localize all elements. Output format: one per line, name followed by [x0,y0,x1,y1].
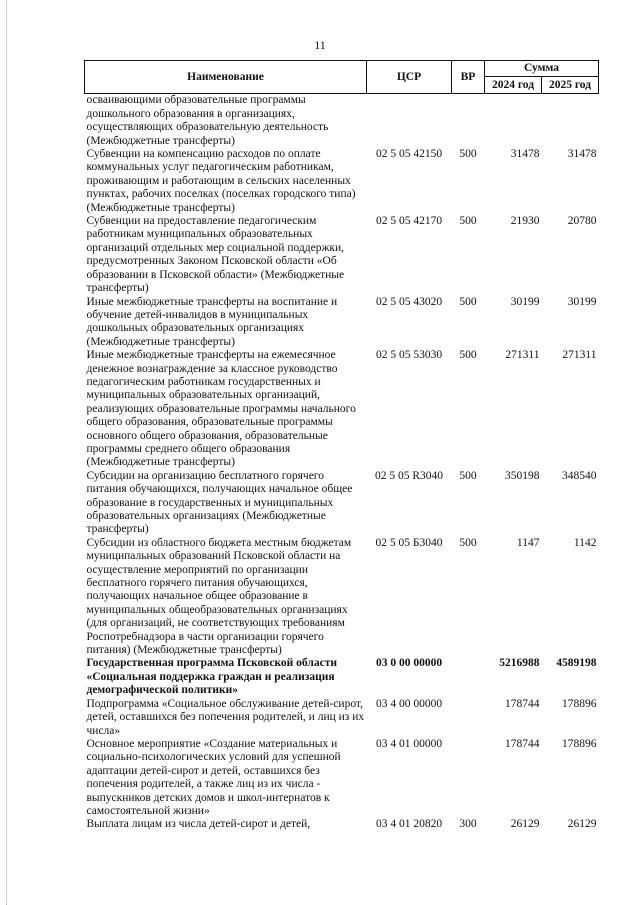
row-amount-2024: 271311 [505,349,540,362]
row-amount-2025: 30199 [567,295,597,308]
row-vr: 500 [459,469,477,482]
row-name: Субвенции на компенсацию расходов по оплате коммунальных услуг педагогическим работникам, проживающим и работающим в сельских населенных пунктах, рабочих поселках (поселках городского типа) (Межбюджетные трансферты) [86,148,356,214]
column-header-2024: 2024 год [485,77,542,94]
budget-table [84,60,599,832]
row-amount-2025: 20780 [567,215,597,228]
table-row [85,738,599,818]
row-name: Подпрограмма «Социальное обслуживание детей-сирот, детей, оставшихся без попечения родителей, и лиц из их числа» [86,697,365,737]
row-amount-2025: 178896 [562,737,597,750]
row-name: Выплата лицам из числа детей-сирот и детей, [86,818,311,831]
row-name: Субвенции на предоставление педагогическим работникам муниципальных образовательных организаций отдельных мер социальной поддержки, предусмотренных Законом Псковской области «Об образовании в Псковской области» (Межбюджетные трансферты) [86,215,345,295]
column-header-name: Наименование [85,61,367,94]
row-name: Основное мероприятие «Создание материальных и социально-психологических условий для успешной адаптации детей-сирот и детей, оставшихся без попечения родителей, а также лиц из их числа - выпускников детских домов и школ-интернатов к самостоятельной жизни» [86,737,341,817]
table-header [85,61,599,94]
scan-margin-line [6,0,7,905]
column-header-2025: 2025 год [542,77,599,94]
row-amount-2024: 5216988 [499,657,540,670]
row-csr: 02 5 05 43020 [375,295,443,308]
table-row [85,698,599,738]
row-csr: 02 5 05 42170 [375,215,443,228]
row-vr: 500 [459,349,477,362]
row-name: Субсидии из областного бюджета местным бюджетам муниципальных образований Псковской области на осуществление мероприятий по организации бесплатного горячего питания обучающихся, получающих начальное общее образование в муниципальных общеобразовательных организациях (для организаций, не соответствующих требованиям Роспотребнадзора в части организации горячего питания) (Межбюджетные трансферты) [86,536,352,657]
row-vr [452,738,485,818]
row-amount-2025: 4589198 [556,657,597,670]
row-csr [367,94,452,148]
table-row [85,94,599,148]
row-amount-2024: 26129 [510,818,540,831]
page-number: 11 [314,38,326,52]
table-body [85,94,599,832]
table-row [85,818,599,831]
table-row [85,470,599,537]
table-row [85,537,599,658]
row-csr: 03 4 01 20820 [375,818,443,831]
row-amount-2025: 1142 [573,536,597,549]
row-name: Иные межбюджетные трансферты на воспитание и обучение детей-инвалидов в муниципальных дошкольных образовательных организациях (Межбюджетные трансферты) [86,295,338,348]
row-csr: 03 4 00 00000 [375,697,443,710]
table-row [85,296,599,350]
row-amount-2024: 178744 [505,737,540,750]
row-name: Государственная программа Псковской области «Социальная поддержка граждан и реализация демографической политики» [86,657,337,697]
row-amount-2024: 31478 [510,148,540,161]
table-row-program [85,657,599,697]
row-amount-2024 [485,94,542,148]
row-name: Субсидии на организацию бесплатного горячего питания обучающихся, получающих начальное общее образование в государственных и муниципальных образовательных организациях (Межбюджетные трансферты) [86,469,353,536]
row-name: Иные межбюджетные трансферты на ежемесячное денежное вознаграждение за классное руководство педагогическим работникам государственных и муниципальных образовательных организаций, реализующих образовательные программы начального общего образования, образовательные программы основного общего образования, образовательные программы среднего общего образования (Межбюджетные трансферты) [86,349,356,469]
row-amount-2025: 271311 [562,349,597,362]
column-header-sum: Сумма [485,61,599,77]
row-amount-2024: 1147 [516,536,540,549]
row-vr: 500 [459,215,477,228]
row-amount-2025: 178896 [562,697,597,710]
row-vr [452,94,485,148]
row-amount-2025: 348540 [562,469,597,482]
table-row [85,148,599,215]
row-amount-2024: 21930 [510,215,540,228]
column-header-vr: ВР [452,61,485,94]
row-amount-2025: 31478 [567,148,597,161]
row-vr: 500 [459,536,477,549]
row-amount-2024: 350198 [505,469,540,482]
table-row [85,215,599,295]
row-vr [452,698,485,738]
row-csr: 02 5 05 53030 [375,349,443,362]
row-vr: 300 [459,818,477,831]
row-csr: 03 4 01 00000 [375,737,443,750]
table-row [85,349,599,470]
row-vr: 500 [459,148,477,161]
row-amount-2025 [542,94,599,148]
row-amount-2024: 30199 [510,295,540,308]
row-csr: 02 5 05 42150 [375,148,443,161]
column-header-csr: ЦСР [367,61,452,94]
row-csr: 03 0 00 00000 [375,657,443,670]
row-name: осваивающими образовательные программы дошкольного образования в организациях, осуществляющих образовательную деятельность (Межбюджетные трансферты) [86,94,329,147]
row-csr: 02 5 05 R3040 [374,469,444,482]
row-amount-2025: 26129 [567,818,597,831]
row-vr: 500 [459,295,477,308]
row-csr: 02 5 05 Б3040 [375,536,443,549]
row-vr [452,657,485,697]
row-amount-2024: 178744 [505,697,540,710]
